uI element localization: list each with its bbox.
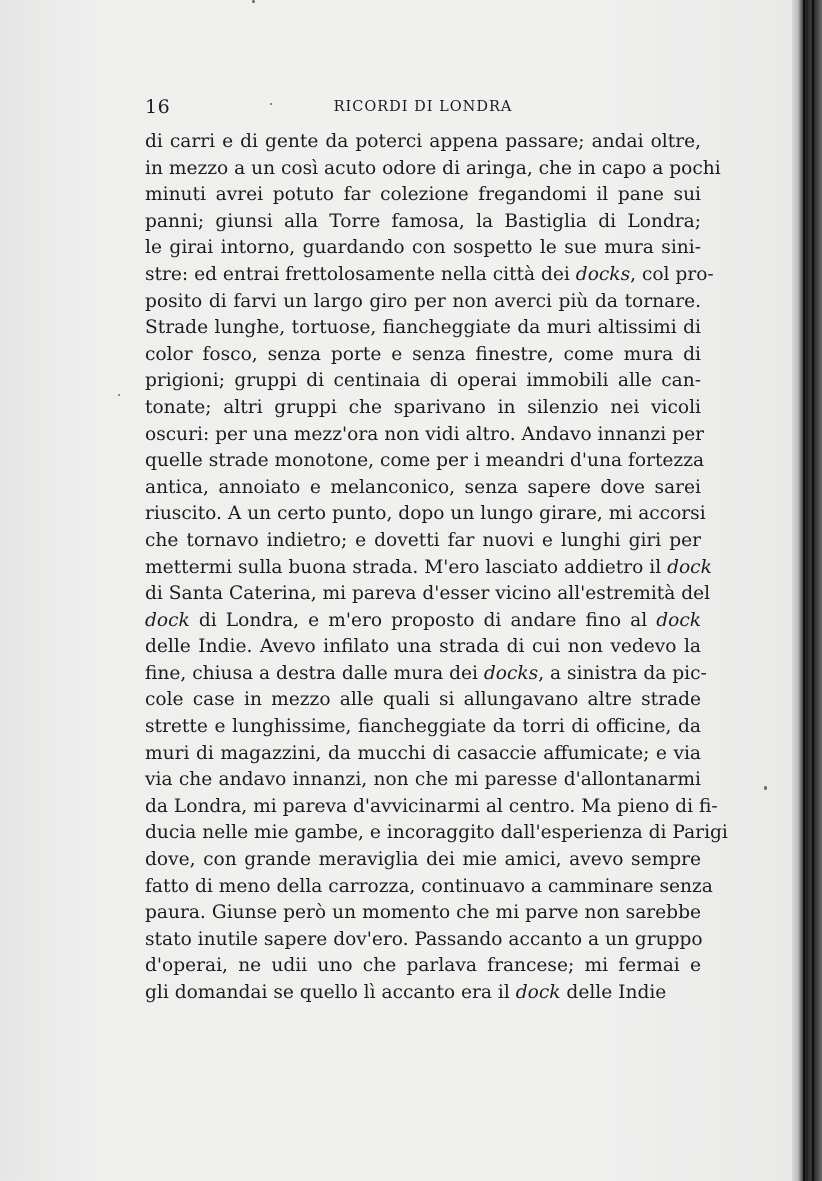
- text-line: [145, 953, 701, 980]
- text-segment: di Londra, e m'ero proposto di andare fino al: [189, 609, 657, 631]
- spine-edge-line: [812, 0, 814, 1181]
- text-segment: da Londra, mi pareva d'avvicinarmi al centro. Ma pieno di fi-: [145, 795, 718, 817]
- text-segment: antica, annoiato e melanconico, senza sapere dove sarei: [145, 476, 701, 498]
- text-segment: fine, chiusa a destra dalle mura dei: [145, 662, 484, 684]
- text-line: [145, 235, 701, 262]
- text-line: [145, 182, 701, 209]
- text-line: [145, 687, 701, 714]
- text-segment: Strade lunghe, tortuose, fiancheggiate da muri altissimi di: [145, 317, 701, 339]
- text-line: [145, 528, 701, 555]
- italic-term: docks: [575, 263, 631, 285]
- text-segment: dove, con grande meraviglia dei mie amici, avevo sempre: [145, 849, 701, 871]
- text-line: [145, 501, 706, 528]
- text-segment: d'operai, ne udii uno che parlava francese; mi fermai e: [145, 955, 701, 977]
- text-segment: posito di farvi un largo giro per non averci più da tornare.: [145, 290, 701, 312]
- text-line: [145, 448, 705, 475]
- text-line: [145, 209, 701, 236]
- text-line: [145, 980, 701, 1007]
- text-line: [145, 927, 701, 954]
- text-segment: color fosco, senza porte e senza finestre, come mura di: [145, 343, 701, 365]
- text-line: [145, 767, 701, 794]
- page-header: [145, 96, 701, 120]
- text-segment: di Santa Caterina, mi pareva d'esser vicino all'estremità del: [145, 583, 711, 605]
- print-speck: [118, 394, 120, 396]
- text-segment: via che andavo innanzi, non che mi paresse d'allontanarmi: [145, 769, 701, 791]
- text-segment: strette e lunghissime, fiancheggiate da torri di officine, da: [145, 716, 701, 738]
- text-line: [145, 475, 701, 502]
- text-line: [145, 794, 718, 821]
- text-line: [145, 714, 701, 741]
- print-speck: [764, 786, 767, 790]
- text-segment: di carri e di gente da poterci appena passare; andai oltre,: [145, 131, 701, 152]
- text-line: [145, 262, 714, 289]
- text-segment: , a sinistra da pic-: [538, 662, 707, 684]
- text-segment: delle Indie: [560, 982, 667, 1003]
- text-segment: delle Indie. Avevo infilato una strada di cui non vedevo la: [145, 636, 701, 658]
- body-text: [145, 129, 728, 1007]
- text-line: [145, 608, 701, 635]
- text-line: [145, 900, 701, 927]
- text-segment: le girai intorno, guardando con sospetto le sue mura sini-: [145, 237, 701, 259]
- text-segment: in mezzo a un così acuto odore di aringa, che in capo a pochi: [145, 157, 721, 179]
- text-segment: prigioni; gruppi di centinaia di operai immobili alle can-: [145, 370, 701, 392]
- text-line: [145, 368, 701, 395]
- italic-term: dock: [515, 982, 561, 1003]
- text-line: [145, 395, 701, 422]
- text-segment: cole case in mezzo alle quali si allungavano altre strade: [145, 689, 701, 711]
- text-segment: gli domandai se quello lì accanto era il: [145, 982, 516, 1003]
- text-segment: mettermi sulla buona strada. M'ero lasciato addietro il: [145, 556, 668, 578]
- page-number: 16: [145, 96, 171, 118]
- text-segment: minuti avrei potuto far colezione fregandomi il pane sui: [145, 184, 701, 206]
- text-segment: panni; giunsi alla Torre famosa, la Bastiglia di Londra;: [145, 210, 701, 232]
- text-segment: stre: ed entrai frettolosamente nella città dei: [145, 263, 576, 285]
- text-line: [145, 156, 721, 183]
- text-line: [145, 847, 701, 874]
- running-title: RICORDI DI LONDRA: [333, 99, 513, 115]
- text-line: [145, 342, 701, 369]
- text-line: [145, 422, 704, 449]
- text-segment: tonate; altri gruppi che sparivano in silenzio nei vicoli: [145, 396, 701, 418]
- text-segment: ducia nelle mie gambe, e incoraggito dall'esperienza di Parigi: [145, 822, 728, 844]
- text-segment: quelle strade monotone, come per i meandri d'una fortezza: [145, 450, 705, 472]
- italic-term: dock: [667, 556, 712, 578]
- text-line: [145, 820, 728, 847]
- italic-term: dock: [145, 609, 190, 631]
- text-line: [145, 581, 711, 608]
- text-segment: riuscito. A un certo punto, dopo un lungo girare, mi accorsi: [145, 503, 706, 525]
- text-line: [145, 315, 701, 342]
- text-segment: fatto di meno della carrozza, continuavo a camminare senza: [145, 875, 713, 897]
- text-line: [145, 634, 701, 661]
- text-line: [145, 555, 712, 582]
- text-line: [145, 129, 701, 156]
- text-segment: stato inutile sapere dov'ero. Passando accanto a un gruppo: [145, 928, 703, 950]
- text-segment: muri di magazzini, da mucchi di casaccie affumicate; e via: [145, 742, 701, 764]
- text-segment: oscuri: per una mezz'ora non vidi altro. Andavo innanzi per: [145, 423, 704, 445]
- text-line: [145, 661, 707, 688]
- text-line: [145, 741, 701, 768]
- print-speck: [252, 0, 255, 3]
- book-spine: [792, 0, 822, 1181]
- text-line: [145, 874, 713, 901]
- italic-term: dock: [656, 609, 701, 631]
- italic-term: docks: [483, 662, 539, 684]
- text-segment: paura. Giunse però un momento che mi parve non sarebbe: [145, 902, 701, 924]
- spine-edge-line: [803, 0, 805, 1181]
- text-segment: , col pro-: [630, 263, 714, 285]
- text-segment: che tornavo indietro; e dovetti far nuovi e lunghi giri per: [145, 529, 701, 551]
- text-line: [145, 289, 701, 316]
